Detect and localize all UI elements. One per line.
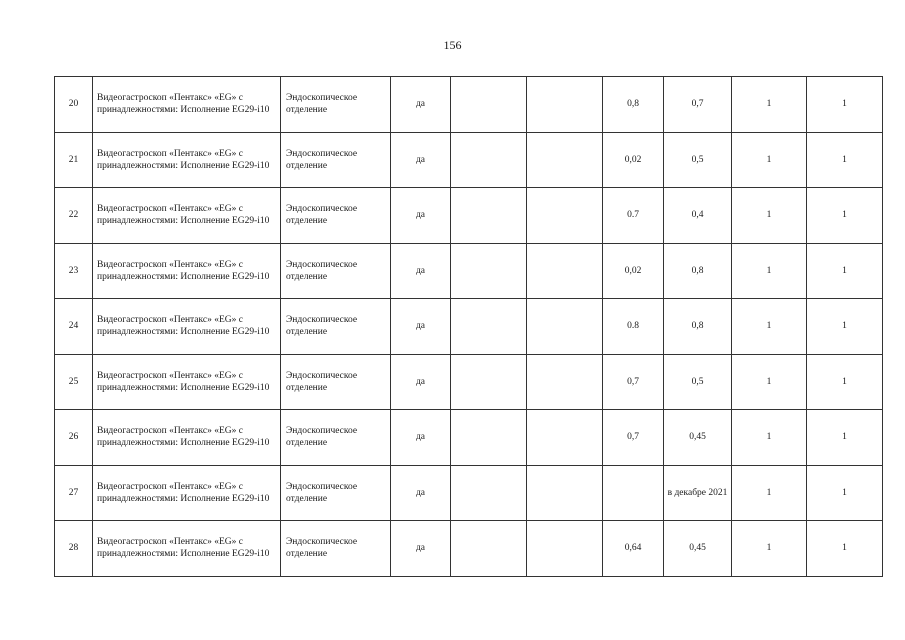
department-cell: Эндоскопическое отделение	[281, 410, 391, 466]
empty-cell	[527, 188, 603, 244]
department-cell: Эндоскопическое отделение	[281, 299, 391, 355]
empty-cell	[527, 410, 603, 466]
page-number: 156	[443, 38, 462, 52]
department-cell: Эндоскопическое отделение	[281, 521, 391, 577]
row-number-cell: 26	[55, 410, 93, 466]
equipment-name-cell: Видеогастроскоп «Пентакс» «EG» с принадлежностями: Исполнение EG29-i10	[93, 132, 281, 188]
department-cell: Эндоскопическое отделение	[281, 77, 391, 133]
quantity-cell: 1	[732, 521, 807, 577]
row-number-cell: 21	[55, 132, 93, 188]
empty-cell	[451, 410, 527, 466]
flag-cell: да	[391, 299, 451, 355]
value-cell: 0,5	[664, 132, 732, 188]
department-cell: Эндоскопическое отделение	[281, 243, 391, 299]
table-row	[55, 132, 883, 188]
table-row	[55, 354, 883, 410]
empty-cell	[527, 243, 603, 299]
empty-cell	[451, 354, 527, 410]
row-number-cell: 20	[55, 77, 93, 133]
equipment-name-cell: Видеогастроскоп «Пентакс» «EG» с принадлежностями: Исполнение EG29-i10	[93, 299, 281, 355]
empty-cell	[451, 132, 527, 188]
value-cell: 0,5	[664, 354, 732, 410]
table-row	[55, 299, 883, 355]
value-cell: 0,8	[603, 77, 664, 133]
equipment-name-cell: Видеогастроскоп «Пентакс» «EG» с принадлежностями: Исполнение EG29-i10	[93, 521, 281, 577]
quantity-cell: 1	[732, 77, 807, 133]
quantity-cell: 1	[807, 188, 883, 244]
quantity-cell: 1	[732, 354, 807, 410]
quantity-cell: 1	[807, 465, 883, 521]
equipment-name-cell: Видеогастроскоп «Пентакс» «EG» с принадлежностями: Исполнение EG29-i10	[93, 77, 281, 133]
department-cell: Эндоскопическое отделение	[281, 465, 391, 521]
value-cell: 0,02	[603, 132, 664, 188]
quantity-cell: 1	[807, 354, 883, 410]
value-cell: 0.7	[603, 188, 664, 244]
value-cell: в декабре 2021	[664, 465, 732, 521]
row-number-cell: 28	[55, 521, 93, 577]
empty-cell	[451, 188, 527, 244]
flag-cell: да	[391, 354, 451, 410]
table-row	[55, 77, 883, 133]
equipment-name-cell: Видеогастроскоп «Пентакс» «EG» с принадлежностями: Исполнение EG29-i10	[93, 410, 281, 466]
flag-cell: да	[391, 188, 451, 244]
value-cell: 0,4	[664, 188, 732, 244]
table-body	[55, 77, 883, 577]
empty-cell	[527, 354, 603, 410]
table-row	[55, 188, 883, 244]
flag-cell: да	[391, 521, 451, 577]
quantity-cell: 1	[732, 188, 807, 244]
quantity-cell: 1	[732, 410, 807, 466]
quantity-cell: 1	[807, 410, 883, 466]
table-row	[55, 521, 883, 577]
row-number-cell: 22	[55, 188, 93, 244]
value-cell: 0,8	[664, 299, 732, 355]
flag-cell: да	[391, 77, 451, 133]
department-cell: Эндоскопическое отделение	[281, 132, 391, 188]
equipment-name-cell: Видеогастроскоп «Пентакс» «EG» с принадлежностями: Исполнение EG29-i10	[93, 243, 281, 299]
empty-cell	[451, 243, 527, 299]
flag-cell: да	[391, 410, 451, 466]
row-number-cell: 24	[55, 299, 93, 355]
quantity-cell: 1	[732, 465, 807, 521]
empty-cell	[451, 521, 527, 577]
flag-cell: да	[391, 243, 451, 299]
quantity-cell: 1	[807, 243, 883, 299]
value-cell: 0,8	[664, 243, 732, 299]
quantity-cell: 1	[732, 132, 807, 188]
table-row	[55, 243, 883, 299]
empty-cell	[451, 77, 527, 133]
quantity-cell: 1	[807, 521, 883, 577]
row-number-cell: 27	[55, 465, 93, 521]
table-row	[55, 410, 883, 466]
value-cell: 0,7	[664, 77, 732, 133]
row-number-cell: 25	[55, 354, 93, 410]
empty-cell	[527, 132, 603, 188]
value-cell: 0,45	[664, 521, 732, 577]
quantity-cell: 1	[807, 77, 883, 133]
value-cell: 0.8	[603, 299, 664, 355]
empty-cell	[451, 465, 527, 521]
value-cell: 0,7	[603, 354, 664, 410]
empty-cell	[527, 77, 603, 133]
equipment-table	[54, 76, 883, 577]
equipment-name-cell: Видеогастроскоп «Пентакс» «EG» с принадлежностями: Исполнение EG29-i10	[93, 354, 281, 410]
quantity-cell: 1	[732, 299, 807, 355]
value-cell: 0,7	[603, 410, 664, 466]
quantity-cell: 1	[807, 132, 883, 188]
flag-cell: да	[391, 465, 451, 521]
quantity-cell: 1	[732, 243, 807, 299]
empty-cell	[527, 465, 603, 521]
value-cell: 0,64	[603, 521, 664, 577]
value-cell	[603, 465, 664, 521]
flag-cell: да	[391, 132, 451, 188]
value-cell: 0,45	[664, 410, 732, 466]
empty-cell	[527, 299, 603, 355]
row-number-cell: 23	[55, 243, 93, 299]
department-cell: Эндоскопическое отделение	[281, 354, 391, 410]
empty-cell	[451, 299, 527, 355]
value-cell: 0,02	[603, 243, 664, 299]
equipment-name-cell: Видеогастроскоп «Пентакс» «EG» с принадлежностями: Исполнение EG29-i10	[93, 188, 281, 244]
department-cell: Эндоскопическое отделение	[281, 188, 391, 244]
equipment-name-cell: Видеогастроскоп «Пентакс» «EG» с принадлежностями: Исполнение EG29-i10	[93, 465, 281, 521]
empty-cell	[527, 521, 603, 577]
table-row	[55, 465, 883, 521]
quantity-cell: 1	[807, 299, 883, 355]
